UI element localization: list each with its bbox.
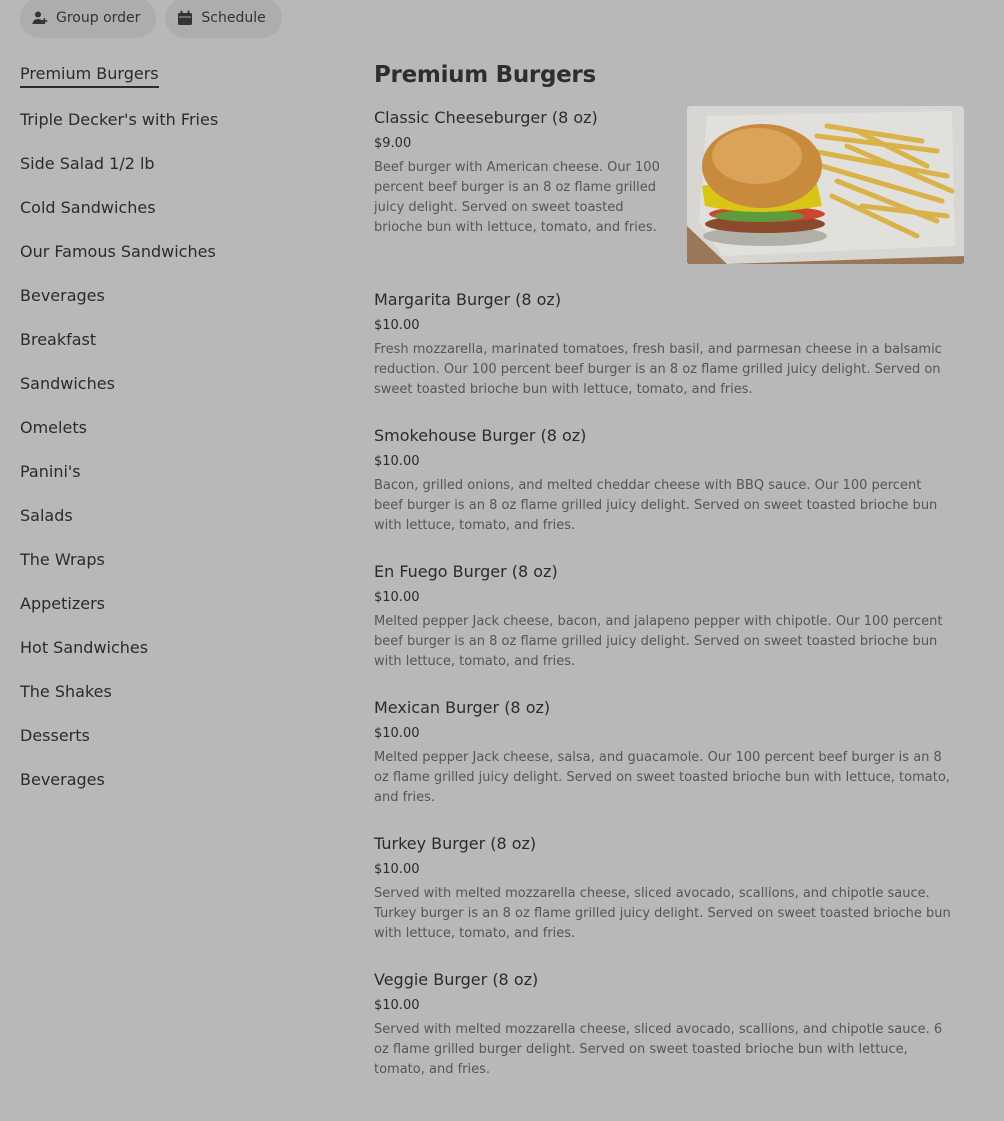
item-description: Fresh mozzarella, marinated tomatoes, fresh basil, and parmesan cheese in a balsamic reduction. Our 100 percent beef burger is an 8 oz flame grilled juicy delight. Served on sweet toasted brioche bun with lettuce, tomato, and fries. bbox=[374, 342, 942, 397]
menu-item[interactable] bbox=[374, 106, 964, 264]
sidebar-item-famous-sandwiches[interactable]: Our Famous Sandwiches bbox=[20, 242, 216, 261]
item-name: Veggie Burger (8 oz) bbox=[374, 970, 539, 989]
sidebar-item-beverages-2[interactable]: Beverages bbox=[20, 770, 105, 789]
item-name: Smokehouse Burger (8 oz) bbox=[374, 426, 587, 445]
item-name: Classic Cheeseburger (8 oz) bbox=[374, 108, 598, 127]
sidebar-item-side-salad[interactable]: Side Salad 1/2 lb bbox=[20, 154, 155, 173]
sidebar-item-paninis[interactable]: Panini's bbox=[20, 462, 81, 481]
sidebar-item-wraps[interactable]: The Wraps bbox=[20, 550, 105, 569]
section-title: Premium Burgers bbox=[374, 62, 596, 88]
item-price: $10.00 bbox=[374, 454, 420, 469]
schedule-button[interactable] bbox=[165, 0, 281, 38]
item-photo bbox=[687, 106, 964, 264]
item-name: En Fuego Burger (8 oz) bbox=[374, 562, 558, 581]
sidebar-item-breakfast[interactable]: Breakfast bbox=[20, 330, 97, 349]
sidebar-item-omelets[interactable]: Omelets bbox=[20, 418, 87, 437]
menu-item[interactable] bbox=[374, 696, 964, 808]
item-price: $9.00 bbox=[374, 136, 412, 151]
sidebar-item-premium-burgers[interactable]: Premium Burgers bbox=[20, 60, 320, 106]
menu-section bbox=[374, 62, 964, 1104]
sidebar-item-sandwiches[interactable]: Sandwiches bbox=[20, 374, 115, 393]
item-price: $10.00 bbox=[374, 590, 420, 605]
menu-item[interactable] bbox=[374, 288, 964, 400]
schedule-label: Schedule bbox=[201, 10, 266, 26]
item-price: $10.00 bbox=[374, 726, 420, 741]
sidebar-item-hot-sandwiches[interactable]: Hot Sandwiches bbox=[20, 638, 149, 657]
sidebar-item-shakes[interactable]: The Shakes bbox=[20, 682, 112, 701]
group-order-button[interactable] bbox=[20, 0, 156, 38]
sidebar-item-triple-deckers[interactable]: Triple Decker's with Fries bbox=[20, 110, 219, 129]
sidebar-item-salads[interactable]: Salads bbox=[20, 506, 73, 525]
sidebar-item-cold-sandwiches[interactable]: Cold Sandwiches bbox=[20, 198, 156, 217]
item-price: $10.00 bbox=[374, 318, 420, 333]
item-name: Mexican Burger (8 oz) bbox=[374, 698, 551, 717]
menu-item[interactable] bbox=[374, 968, 964, 1080]
sidebar-item-beverages[interactable]: Beverages bbox=[20, 286, 105, 305]
item-description: Bacon, grilled onions, and melted cheddar cheese with BBQ sauce. Our 100 percent beef burger is an 8 oz flame grilled juicy delight. Served on sweet toasted brioche bun with lettuce, tomato, and fries. bbox=[374, 478, 938, 533]
item-description: Melted pepper Jack cheese, bacon, and jalapeno pepper with chipotle. Our 100 percent beef burger is an 8 oz flame grilled juicy delight. Served on sweet toasted brioche bun with lettuce, tomato, and fries. bbox=[374, 614, 943, 669]
item-price: $10.00 bbox=[374, 862, 420, 877]
calendar-icon bbox=[177, 10, 193, 26]
top-actions bbox=[20, 0, 282, 38]
sidebar-item-appetizers[interactable]: Appetizers bbox=[20, 594, 105, 613]
item-description: Served with melted mozzarella cheese, sliced avocado, scallions, and chipotle sauce. 6 oz flame grilled burger delight. Served on sweet toasted brioche bun with lettuce, tomato, and fries. bbox=[374, 1022, 943, 1077]
group-order-label: Group order bbox=[56, 10, 141, 26]
sidebar-item-desserts[interactable]: Desserts bbox=[20, 726, 90, 745]
menu-item[interactable] bbox=[374, 424, 964, 536]
menu-item[interactable] bbox=[374, 560, 964, 672]
item-name: Turkey Burger (8 oz) bbox=[374, 834, 537, 853]
menu-item[interactable] bbox=[374, 832, 964, 944]
item-description: Melted pepper Jack cheese, salsa, and guacamole. Our 100 percent beef burger is an 8 oz flame grilled juicy delight. Served on sweet toasted brioche bun with lettuce, tomato, and fries. bbox=[374, 750, 950, 805]
item-name: Margarita Burger (8 oz) bbox=[374, 290, 562, 309]
item-description: Beef burger with American cheese. Our 100 percent beef burger is an 8 oz flame grilled juicy delight. Served on sweet toasted brioche bun with lettuce, tomato, and fries. bbox=[374, 160, 660, 235]
burger-fries-image bbox=[687, 106, 964, 264]
add-person-icon bbox=[32, 10, 48, 26]
item-price: $10.00 bbox=[374, 998, 420, 1013]
category-sidebar bbox=[20, 60, 320, 810]
item-description: Served with melted mozzarella cheese, sliced avocado, scallions, and chipotle sauce. Turkey burger is an 8 oz flame grilled juicy delight. Served on sweet toasted brioche bun with lettuce, tomato, and fries. bbox=[374, 886, 951, 941]
